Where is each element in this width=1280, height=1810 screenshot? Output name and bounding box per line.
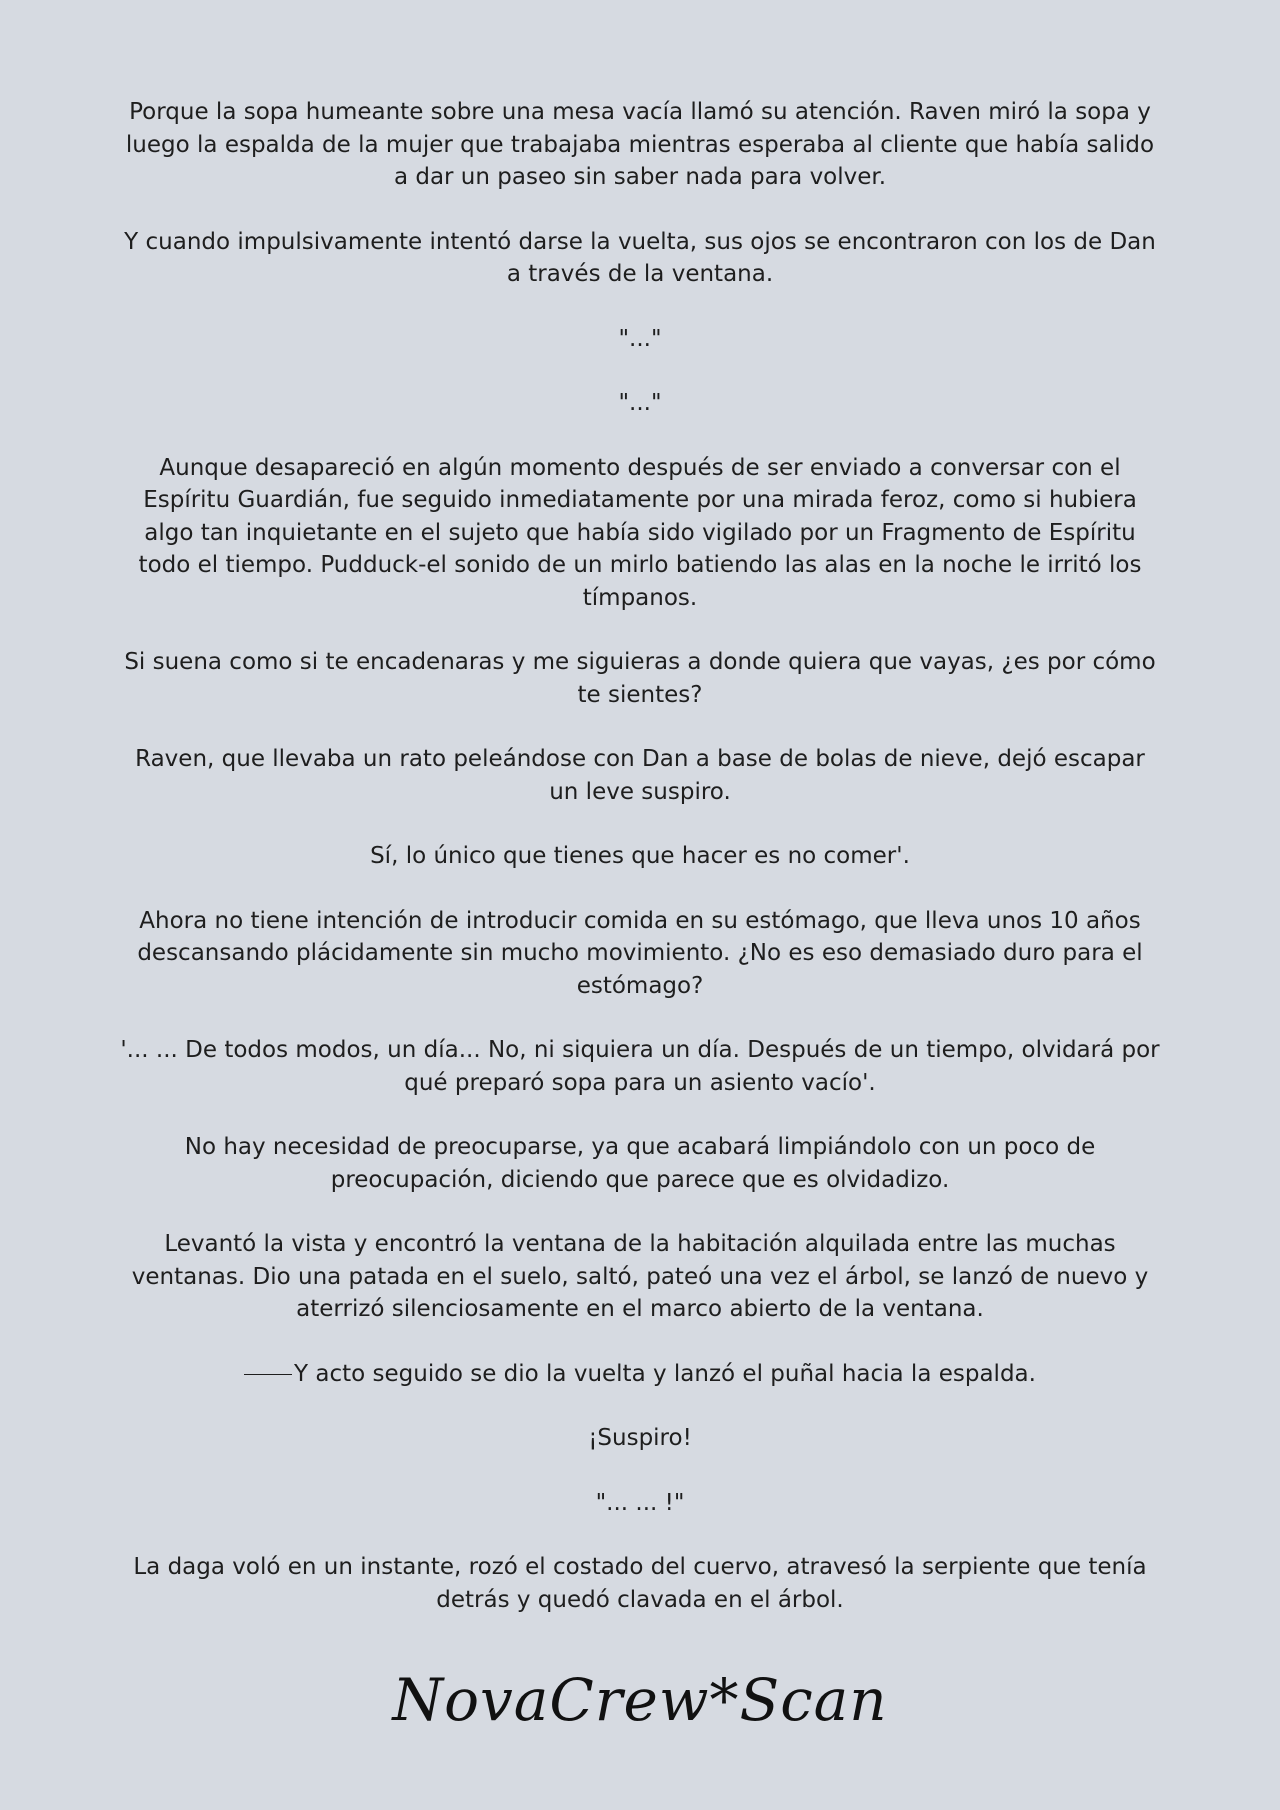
paragraph-13 [120,1358,1160,1391]
paragraph-5: Aunque desapareció en algún momento después de ser enviado a conversar con el Espíritu Guardián, fue seguido inmediatamente por una mirada feroz, como si hubiera algo tan inquietante en el sujeto que había sido vigilado por un Fragmento de Espíritu todo el tiempo. Pudduck-el sonido de un mirlo batiendo las alas en la noche le irritó los tímpanos. [138,454,1142,611]
paragraph-13-text: Y acto seguido se dio la vuelta y lanzó el puñal hacia la espalda. [294,1360,1036,1387]
paragraph-1: Porque la sopa humeante sobre una mesa vacía llamó su atención. Raven miró la sopa y luego la espalda de la mujer que trabajaba mientras esperaba al cliente que había salido a dar un paseo sin saber nada para volver. [125,99,1155,190]
signature-logo [0,1660,1280,1740]
paragraph-11: No hay necesidad de preocuparse, ya que acabará limpiándolo con un poco de preocupación, diciendo que parece que es olvidadizo. [184,1134,1096,1193]
paragraph-12: Levantó la vista y encontró la ventana de la habitación alquilada entre las muchas ventanas. Dio una patada en el suelo, saltó, pateó una vez el árbol, se lanzó de nuevo y aterrizó silenciosamente en el marco abierto de la ventana. [131,1231,1149,1322]
paragraph-10: '... ... De todos modos, un día... No, ni siquiera un día. Después de un tiempo, olvidará por qué preparó sopa para un asiento vacío'. [120,1037,1160,1096]
paragraph-14: ¡Suspiro! [588,1425,692,1451]
paragraph-3: "..." [618,325,662,352]
paragraph-16: La daga voló en un instante, rozó el costado del cuervo, atravesó la serpiente que tenía detrás y quedó clavada en el árbol. [133,1554,1147,1613]
document-body [120,96,1160,1648]
paragraph-2: Y cuando impulsivamente intentó darse la vuelta, sus ojos se encontraron con los de Dan a través de la ventana. [124,228,1156,287]
signature-text: NovaCrew*Scan [392,1666,888,1734]
em-dash-line [244,1374,292,1375]
paragraph-8: Sí, lo único que tienes que hacer es no comer'. [370,843,910,869]
paragraph-6: Si suena como si te encadenaras y me siguieras a donde quiera que vayas, ¿es por cómo te sientes? [124,649,1156,708]
paragraph-4: "..." [618,390,662,416]
paragraph-15: "... ... !" [595,1489,685,1516]
paragraph-9: Ahora no tiene intención de introducir comida en su estómago, que lleva unos 10 años descansando plácidamente sin mucho movimiento. ¿No es eso demasiado duro para el estómago? [137,907,1143,999]
paragraph-7: Raven, que llevaba un rato peleándose con Dan a base de bolas de nieve, dejó escapar un leve suspiro. [135,746,1145,805]
